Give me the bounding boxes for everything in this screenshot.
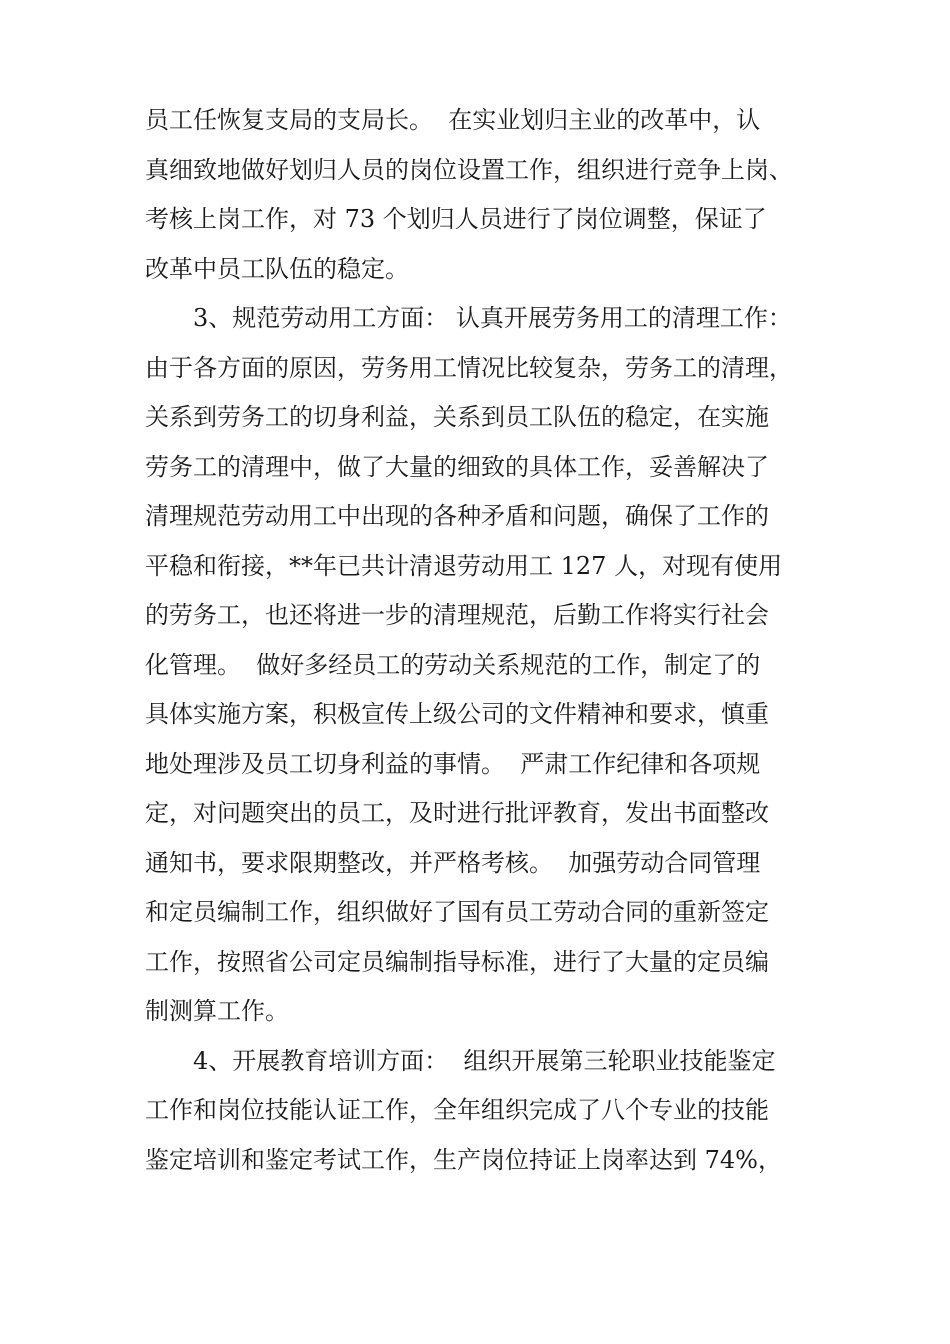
text-line: 鉴定培训和鉴定考试工作，生产岗位持证上岗率达到 74%， [145, 1145, 782, 1174]
text-line: 劳务工的清理中，做了大量的细致的具体工作，妥善解决了 [145, 452, 769, 481]
section-heading-line: 4、开展教育培训方面： 组织开展第三轮职业技能鉴定 [193, 1046, 776, 1075]
text-line: 由于各方面的原因，劳务用工情况比较复杂，劳务工的清理， [145, 353, 793, 382]
text-line: 化管理。 做好多经员工的劳动关系规范的工作，制定了的 [145, 650, 761, 679]
text-line: 和定员编制工作，组织做好了国有员工劳动合同的重新签定 [145, 898, 769, 926]
text-line: 平稳和衔接，**年已共计清退劳动用工 127 人，对现有使用 [145, 551, 783, 580]
text-line: 通知书，要求限期整改，并严格考核。 加强劳动合同管理 [145, 848, 761, 877]
text-line: 考核上岗工作，对 73 个划归人员进行了岗位调整，保证了 [145, 205, 767, 233]
text-line: 工作，按照省公司定员编制指导标准，进行了大量的定员编 [145, 947, 769, 976]
text-line: 制测算工作。 [145, 997, 289, 1025]
text-line: 关系到劳务工的切身利益，关系到员工队伍的稳定，在实施 [145, 403, 769, 431]
text-line: 定，对问题突出的员工，及时进行批评教育，发出书面整改 [145, 799, 769, 827]
body-text [145, 96, 825, 1185]
text-line: 员工任恢复支局的支局长。 在实业划归主业的改革中，认 [145, 106, 761, 134]
section-heading-line: 3、规范劳动用工方面： 认真开展劳务用工的清理工作： [193, 304, 792, 332]
text-line: 改革中员工队伍的稳定。 [145, 254, 409, 283]
text-line: 工作和岗位技能认证工作，全年组织完成了八个专业的技能 [145, 1096, 769, 1124]
text-line: 具体实施方案，积极宣传上级公司的文件精神和要求，慎重 [145, 700, 769, 728]
text-line: 的劳务工，也还将进一步的清理规范，后勤工作将实行社会 [145, 601, 769, 629]
text-line: 清理规范劳动用工中出现的各种矛盾和问题，确保了工作的 [145, 502, 769, 530]
text-line: 地处理涉及员工切身利益的事情。 严肃工作纪律和各项规 [145, 749, 761, 778]
text-line: 真细致地做好划归人员的岗位设置工作，组织进行竞争上岗、 [145, 155, 793, 184]
